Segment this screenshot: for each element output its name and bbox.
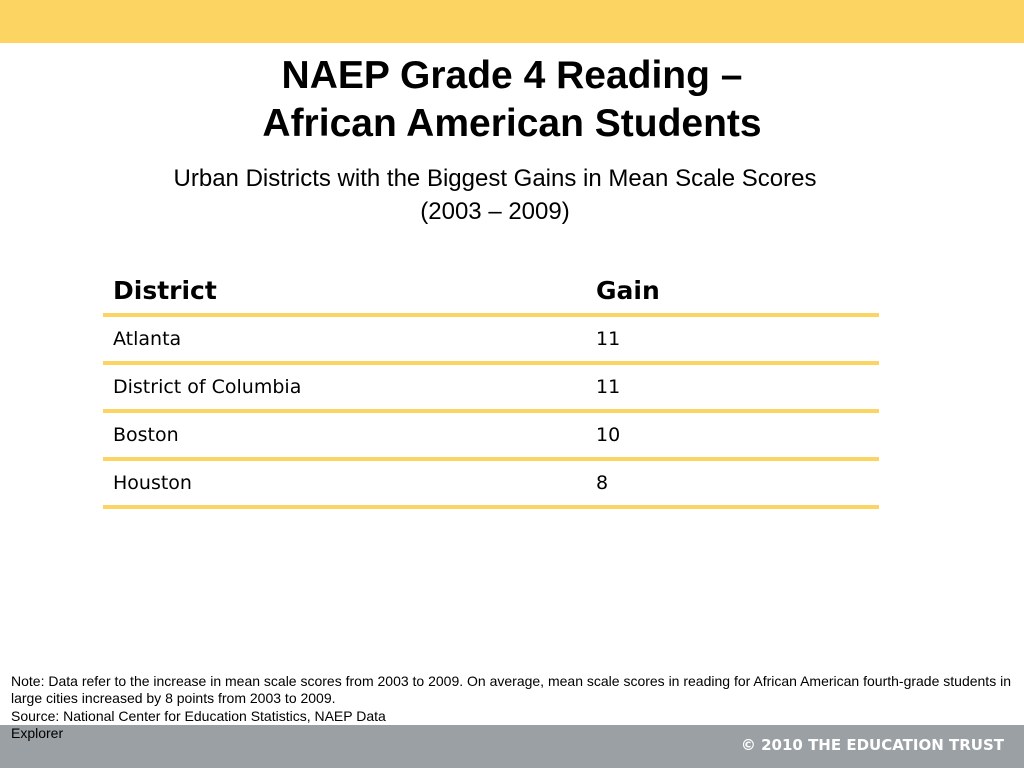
gain-cell: 11 <box>586 315 879 363</box>
table-row <box>103 315 879 363</box>
gain-cell: 11 <box>586 363 879 411</box>
gain-cell: 8 <box>586 459 879 507</box>
source-citation: Source: National Center for Education Statistics, NAEP Data Explorer <box>11 708 386 741</box>
slide-subtitle <box>150 162 840 228</box>
slide-title-line-2: African American Students <box>262 102 762 145</box>
subtitle-line-2: (2003 – 2009) <box>420 198 570 225</box>
gains-table <box>103 268 879 509</box>
district-cell: Boston <box>103 411 586 459</box>
slide-title <box>0 52 1024 148</box>
district-cell: District of Columbia <box>103 363 586 411</box>
table-row <box>103 363 879 411</box>
footnote: Note: Data refer to the increase in mean scale scores from 2003 to 2009. On average, mean scale scores in reading for African American fourth-grade students in large cities increased by 8 points from 2003 to 2009. <box>11 673 1011 706</box>
table-header-row <box>103 268 879 315</box>
top-accent-bar <box>0 0 1024 43</box>
district-cell: Atlanta <box>103 315 586 363</box>
slide-title-line-1: NAEP Grade 4 Reading – <box>281 54 743 97</box>
header-district: District <box>103 268 586 315</box>
district-cell: Houston <box>103 459 586 507</box>
table-row <box>103 459 879 507</box>
subtitle-line-1: Urban Districts with the Biggest Gains in Mean Scale Scores <box>173 165 817 192</box>
table-row <box>103 411 879 459</box>
header-gain: Gain <box>586 268 879 315</box>
gain-cell: 10 <box>586 411 879 459</box>
copyright-text: © 2010 THE EDUCATION TRUST <box>740 736 1004 754</box>
